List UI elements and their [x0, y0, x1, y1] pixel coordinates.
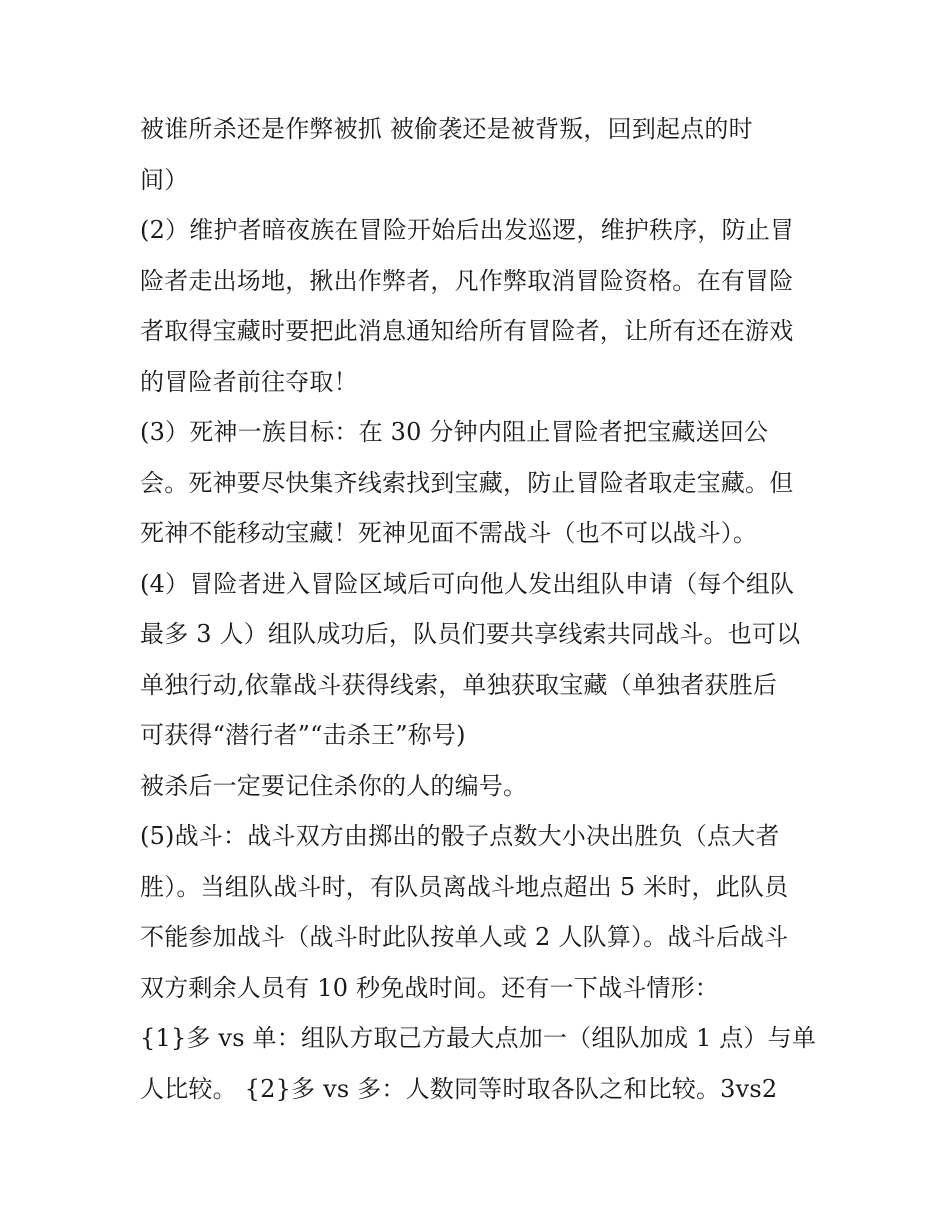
- text-line-8: 会。死神要尽快集齐线索找到宝藏，防止冒险者取走宝藏。但: [140, 468, 794, 497]
- text-line-20: 人比较。 {2}多 vs 多：人数同等时取各队之和比较。3vs2: [140, 1074, 778, 1103]
- text-line-13: 可获得“潜行者”“击杀王”称号): [140, 721, 466, 749]
- text-line-11: 最多 3 人）组队成功后，队员们要共享线索共同战斗。也可以: [140, 620, 801, 648]
- text-line-7: (3）死神一族目标：在 30 分钟内阻止冒险者把宝藏送回公: [140, 418, 769, 446]
- text-line-9: 死神不能移动宝藏！死神见面不需战斗（也不可以战斗）。: [140, 519, 758, 547]
- text-line-14: 被杀后一定要记住杀你的人的编号。: [140, 771, 528, 800]
- text-line-6: 的冒险者前往夺取！: [140, 367, 358, 396]
- document-body: [140, 108, 830, 1118]
- text-line-4: 险者走出场地，揪出作弊者，凡作弊取消冒险资格。在有冒险: [140, 266, 794, 295]
- text-line-19: {1}多 vs 单：组队方取己方最大点加一（组队加成 1 点）与单: [140, 1024, 817, 1052]
- text-line-17: 不能参加战斗（战斗时此队按单人或 2 人队算）。战斗后战斗: [140, 923, 789, 951]
- text-line-15: (5)战斗：战斗双方由掷出的骰子点数大小决出胜负（点大者: [140, 822, 780, 850]
- text-line-10: (4）冒险者进入冒险区域后可向他人发出组队申请（每个组队: [140, 569, 795, 598]
- text-line-18: 双方剩余人员有 10 秒免战时间。还有一下战斗情形：: [140, 973, 719, 1002]
- text-line-1: 被谁所杀还是作弊被抓 被偷袭还是被背叛，回到起点的时: [140, 115, 753, 143]
- text-line-5: 者取得宝藏时要把此消息通知给所有冒险者，让所有还在游戏: [140, 317, 794, 345]
- text-line-2: 间）: [140, 165, 189, 194]
- text-line-16: 胜）。当组队战斗时，有队员离战斗地点超出 5 米时，此队员: [140, 872, 789, 901]
- text-line-3: (2）维护者暗夜族在冒险开始后出发巡逻，维护秩序，防止冒: [140, 216, 795, 244]
- text-line-12: 单独行动,依靠战斗获得线索，单独获取宝藏（单独者获胜后: [140, 670, 778, 699]
